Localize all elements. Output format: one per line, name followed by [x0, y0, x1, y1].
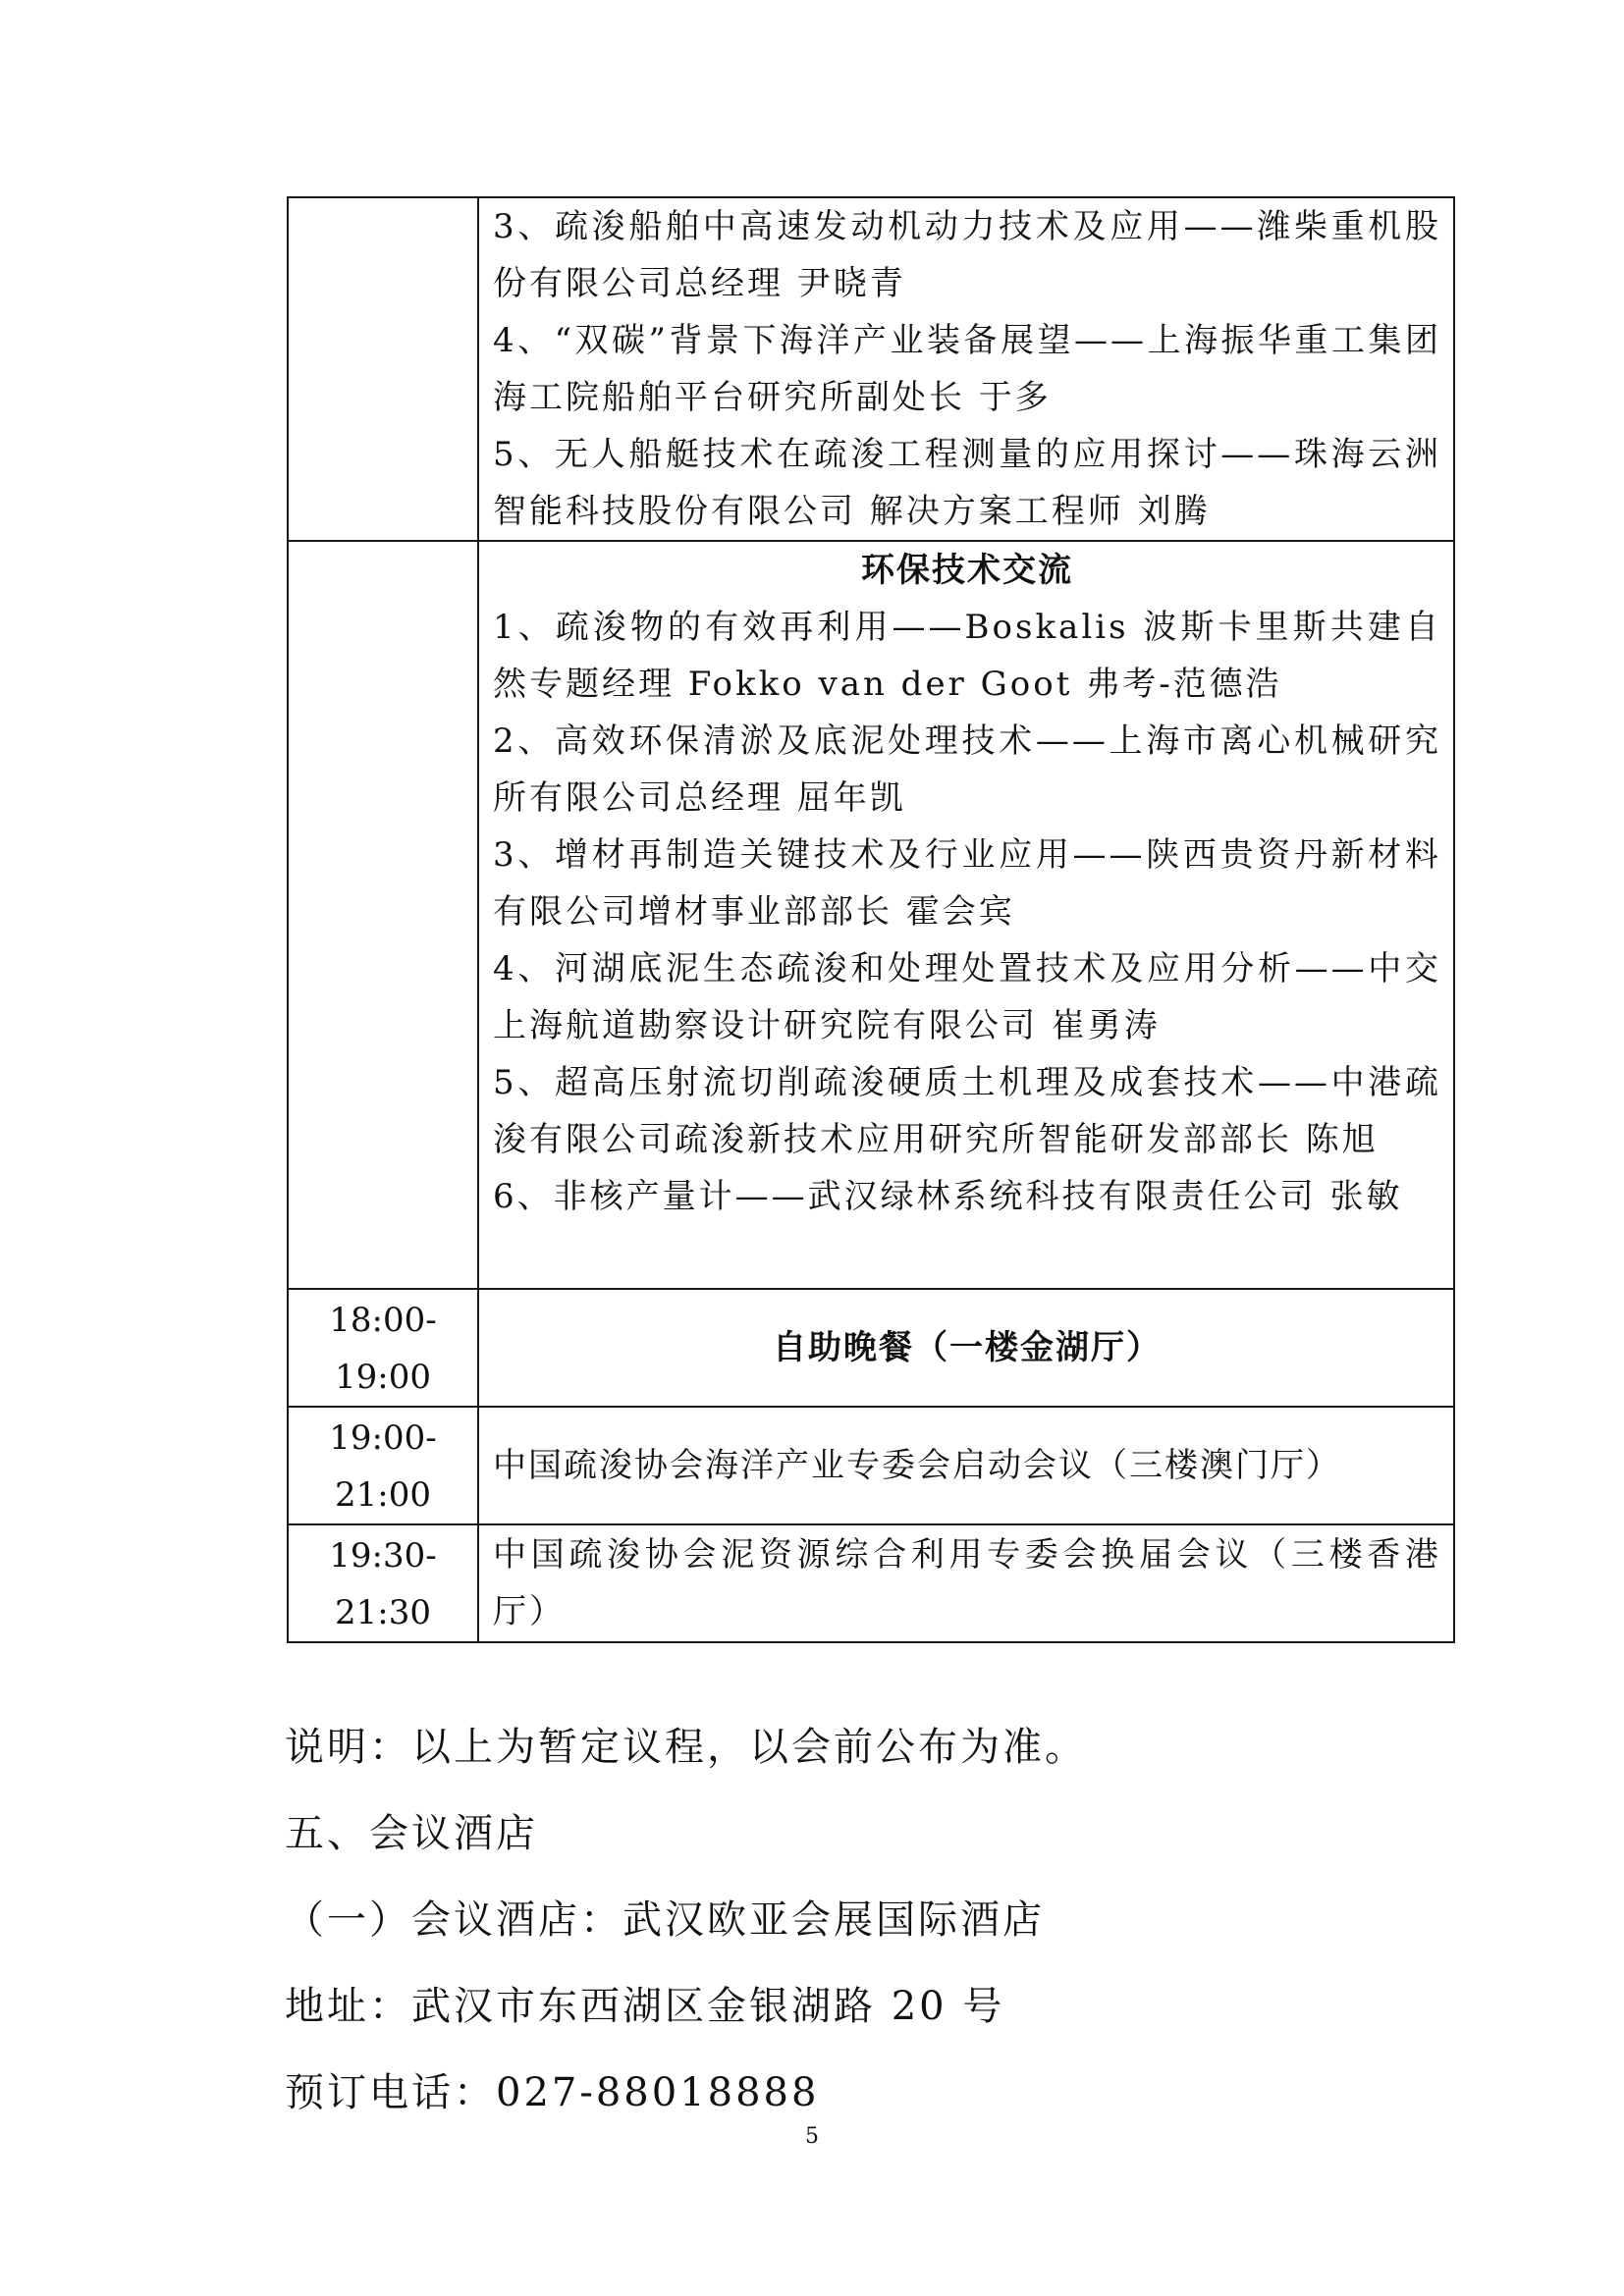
content-cell	[478, 197, 1454, 541]
agenda-table	[287, 196, 1455, 1643]
content-cell	[478, 541, 1454, 1289]
table-row	[288, 1289, 1454, 1407]
list-item: 6、非核产量计——武汉绿林系统科技有限责任公司 张敏	[493, 1177, 1403, 1216]
list-item: 4、河湖底泥生态疏浚和处理处置技术及应用分析——中交上海航道勘察设计研究院有限公司 崔勇涛	[493, 949, 1441, 1045]
time-cell: 19:00- 21:00	[288, 1407, 478, 1524]
content-cell: 中国疏浚协会海洋产业专委会启动会议（三楼澳门厅）	[478, 1407, 1454, 1524]
list-item: 2、高效环保清淤及底泥处理技术——上海市离心机械研究所有限公司总经理 屈年凯	[493, 721, 1441, 818]
time-cell: 19:30- 21:30	[288, 1524, 478, 1642]
list-item: 4、“双碳”背景下海洋产业装备展望——上海振华重工集团海工院船舶平台研究所副处长 于多	[493, 321, 1441, 417]
time-cell-empty	[288, 197, 478, 541]
content-cell: 自助晚餐（一楼金湖厅）	[478, 1289, 1454, 1407]
list-item: 3、增材再制造关键技术及行业应用——陕西贵资丹新材料有限公司增材事业部部长 霍会宾	[493, 835, 1441, 932]
time-cell: 18:00- 19:00	[288, 1289, 478, 1407]
note-text: 说明：以上为暂定议程，以会前公布为准。	[285, 1725, 1087, 1770]
list-item: 1、疏浚物的有效再利用——Boskalis 波斯卡里斯共建自然专题经理 Fokko van der Goot 弗考-范德浩	[493, 608, 1441, 704]
booking-phone: 预订电话：027-88018888	[285, 2070, 820, 2115]
section-heading: 五、会议酒店	[285, 1811, 538, 1856]
page-number: 5	[805, 2124, 819, 2149]
list-item: 5、超高压射流切削疏浚硬质土机理及成套技术——中港疏浚有限公司疏浚新技术应用研究所智能研发部部长 陈旭	[493, 1063, 1441, 1159]
table-row	[288, 1407, 1454, 1524]
hotel-name: （一）会议酒店：武汉欧亚会展国际酒店	[285, 1897, 1045, 1943]
content-cell: 中国疏浚协会泥资源综合利用专委会换届会议（三楼香港厅）	[478, 1524, 1454, 1642]
hotel-address: 地址：武汉市东西湖区金银湖路 20 号	[285, 1984, 1005, 2029]
list-item: 3、疏浚船舶中高速发动机动力技术及应用——潍柴重机股份有限公司总经理 尹晓青	[493, 207, 1441, 303]
section-title: 环保技术交流	[861, 551, 1073, 590]
table-row	[288, 197, 1454, 541]
table-row	[288, 541, 1454, 1289]
time-cell-empty	[288, 541, 478, 1289]
table-row	[288, 1524, 1454, 1642]
list-item: 5、无人船艇技术在疏浚工程测量的应用探讨——珠海云洲智能科技股份有限公司 解决方案工程师 刘腾	[493, 435, 1441, 531]
